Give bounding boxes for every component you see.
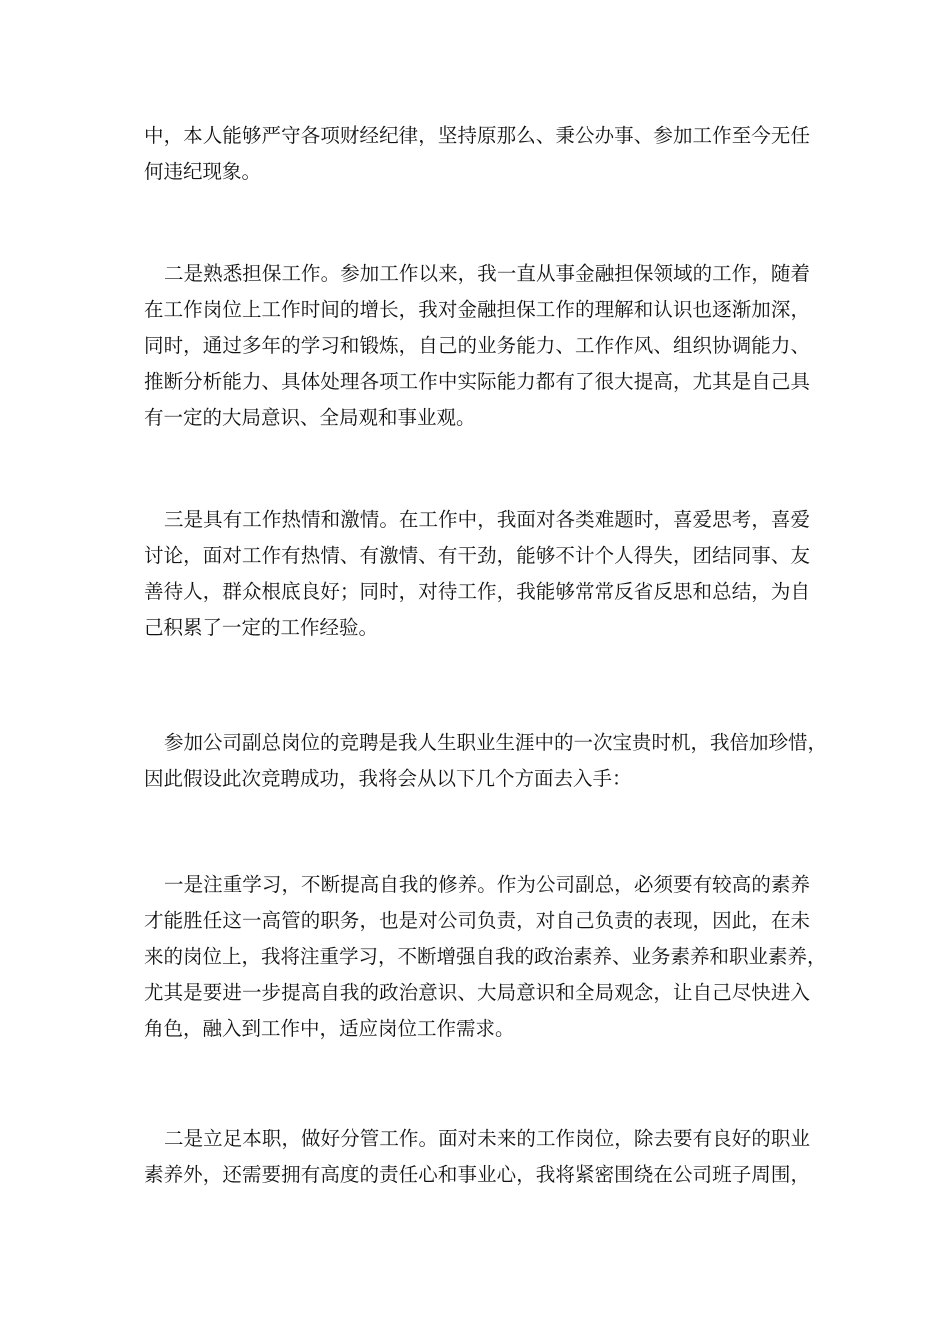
paragraph-4 <box>144 725 828 797</box>
paragraph-line: 素养外，还需要拥有高度的责任心和事业心，我将紧密围绕在公司班子周围， <box>144 1163 810 1186</box>
paragraph-1 <box>144 118 810 190</box>
paragraph-5 <box>144 867 827 1047</box>
paragraph-line: 中，本人能够严守各项财经纪律，坚持原那么、秉公办事、参加工作至今无任 <box>144 124 810 147</box>
paragraph-line: 尤其是要进一步提高自我的政治意识、大局意识和全局观念，让自己尽快进入 <box>144 981 810 1004</box>
paragraph-2 <box>144 256 810 436</box>
paragraph-line: 来的岗位上，我将注重学习，不断增强自我的政治素养、业务素养和职业素养， <box>144 945 827 968</box>
paragraph-6 <box>144 1121 810 1193</box>
paragraph-line: 角色，融入到工作中，适应岗位工作需求。 <box>144 1017 515 1040</box>
paragraph-line: 二是熟悉担保工作。参加工作以来，我一直从事金融担保领域的工作，随着 <box>164 262 810 285</box>
paragraph-line: 有一定的大局意识、全局观和事业观。 <box>144 406 476 429</box>
paragraph-line: 二是立足本职，做好分管工作。面对未来的工作岗位，除去要有良好的职业 <box>164 1127 810 1150</box>
paragraph-line: 同时，通过多年的学习和锻炼，自己的业务能力、工作作风、组织协调能力、 <box>144 334 810 357</box>
paragraph-line: 才能胜任这一高管的职务，也是对公司负责，对自己负责的表现，因此，在未 <box>144 909 810 932</box>
paragraph-line: 推断分析能力、具体处理各项工作中实际能力都有了很大提高，尤其是自己具 <box>144 370 810 393</box>
paragraph-line: 参加公司副总岗位的竞聘是我人生职业生涯中的一次宝贵时机，我倍加珍惜， <box>164 731 828 754</box>
paragraph-line: 三是具有工作热情和激情。在工作中，我面对各类难题时，喜爱思考，喜爱 <box>164 508 810 531</box>
paragraph-line: 何违纪现象。 <box>144 160 262 183</box>
paragraph-line: 在工作岗位上工作时间的增长，我对金融担保工作的理解和认识也逐渐加深， <box>144 298 810 321</box>
paragraph-3 <box>144 502 810 646</box>
paragraph-line: 讨论，面对工作有热情、有激情、有干劲，能够不计个人得失，团结同事、友 <box>144 544 810 567</box>
paragraph-line: 善待人，群众根底良好；同时，对待工作，我能够常常反省反思和总结，为自 <box>144 580 810 603</box>
paragraph-line: 己积累了一定的工作经验。 <box>144 616 379 639</box>
paragraph-line: 一是注重学习，不断提高自我的修养。作为公司副总，必须要有较高的素养 <box>164 873 810 896</box>
paragraph-line: 因此假设此次竞聘成功，我将会从以下几个方面去入手： <box>144 767 632 790</box>
